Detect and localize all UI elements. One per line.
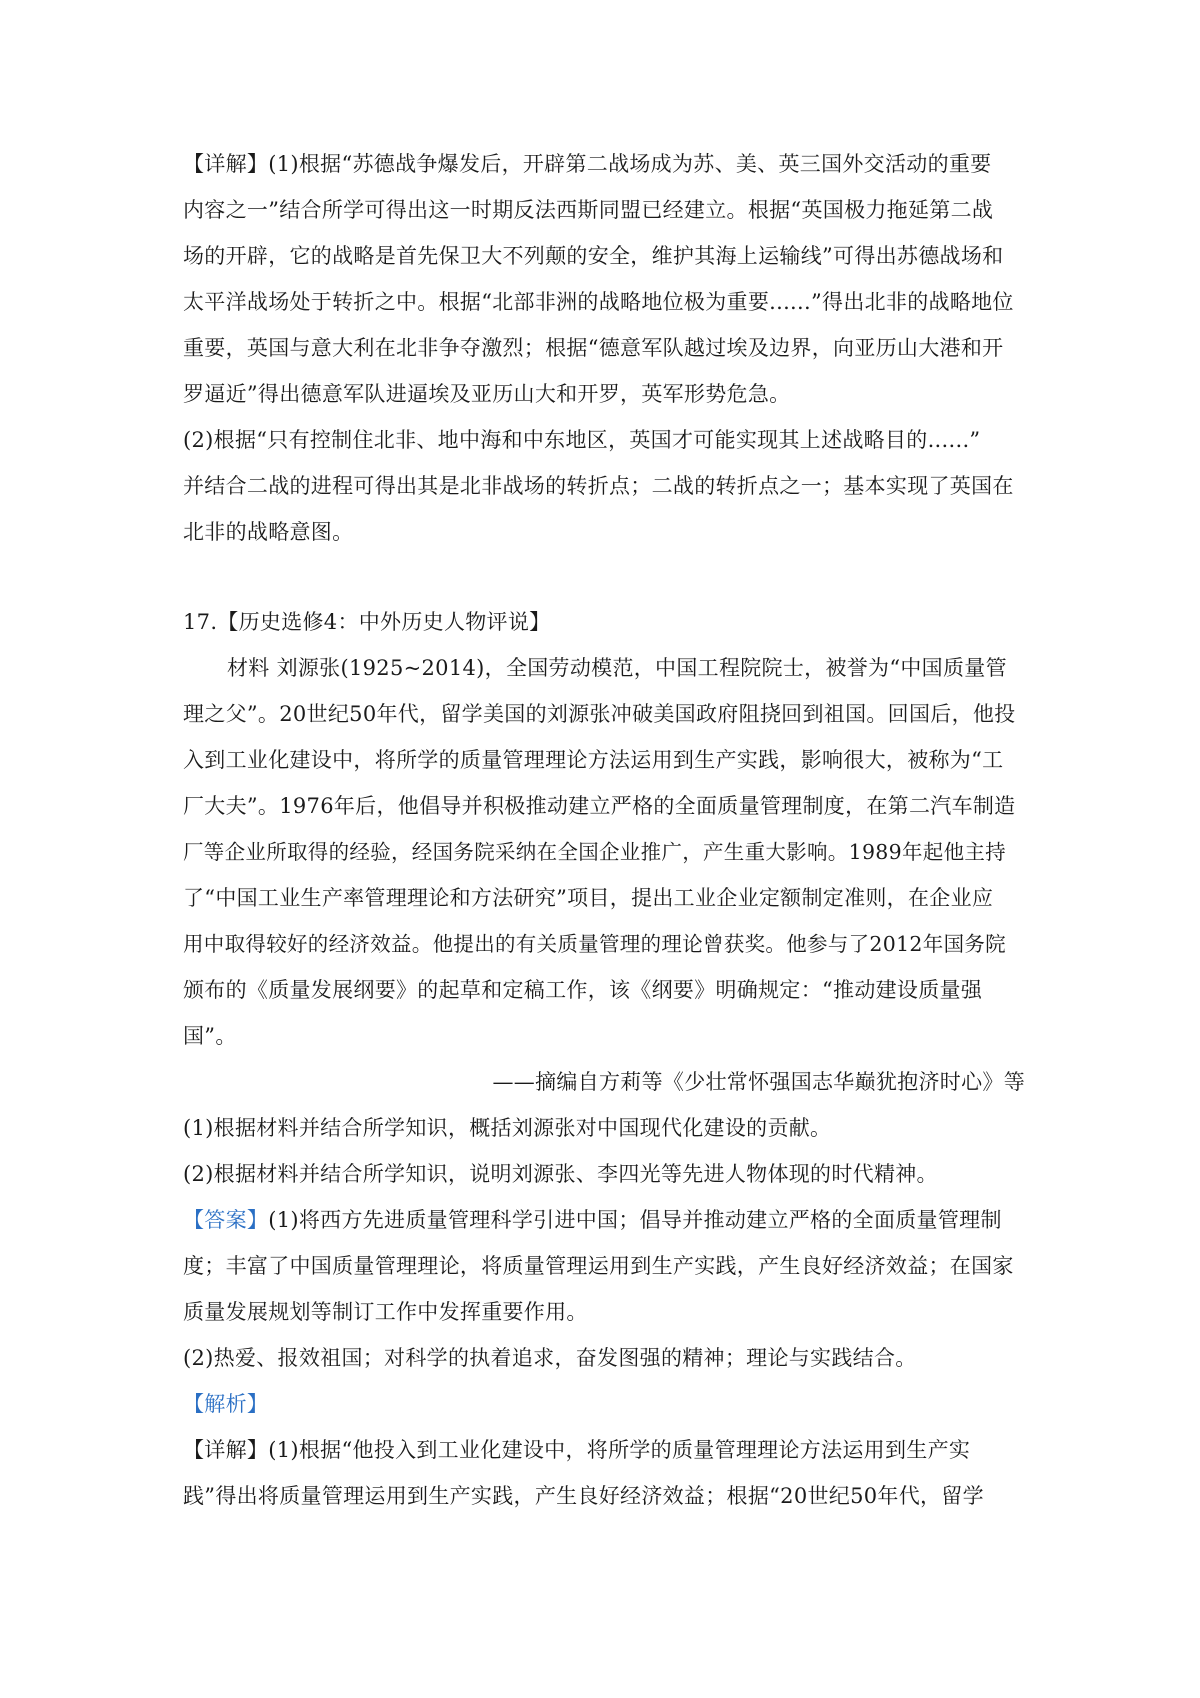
material-line: 了“中国工业生产率管理理论和方法研究”项目，提出工业企业定额制定准则，在企业应 — [183, 886, 994, 910]
material-line: 颁布的《质量发展纲要》的起草和定稿工作，该《纲要》明确规定：“推动建设质量强 — [183, 978, 983, 1002]
material-line: 国”。 — [183, 1024, 237, 1048]
answer-label: 【答案】 — [183, 1208, 269, 1232]
detail-line: 【详解】(1)根据“苏德战争爆发后，开辟第二战场成为苏、美、英三国外交活动的重要 — [183, 152, 992, 176]
sub-question-1: (1)根据材料并结合所学知识，概括刘源张对中国现代化建设的贡献。 — [183, 1116, 832, 1140]
answer-line: 度；丰富了中国质量管理理论，将质量管理运用到生产实践，产生良好经济效益；在国家 — [183, 1254, 1014, 1278]
material-line: 材料 刘源张(1925~2014)，全国劳动模范，中国工程院院士，被誉为“中国质量管 — [227, 656, 1007, 680]
detail-line: (2)根据“只有控制住北非、地中海和中东地区，英国才可能实现其上述战略目的......” — [183, 428, 981, 452]
answer-line: (2)热爱、报效祖国；对科学的执着追求，奋发图强的精神；理论与实践结合。 — [183, 1346, 917, 1370]
detail-line: 场的开辟，它的战略是首先保卫大不列颠的安全，维护其海上运输线”可得出苏德战场和 — [183, 244, 1004, 268]
material-line: 厂大夫”。1976年后，他倡导并积极推动建立严格的全面质量管理制度，在第二汽车制造 — [183, 794, 1016, 818]
material-line: 厂等企业所取得的经验，经国务院采纳在全国企业推广，产生重大影响。1989年起他主持 — [183, 840, 1006, 864]
material-line: 理之父”。20世纪50年代，留学美国的刘源张冲破美国政府阻挠回到祖国。回国后，他投 — [183, 702, 1016, 726]
detail-line: 【详解】(1)根据“他投入到工业化建设中，将所学的质量管理理论方法运用到生产实 — [183, 1438, 971, 1462]
material-line: 入到工业化建设中，将所学的质量管理理论方法运用到生产实践，影响很大，被称为“工 — [183, 748, 1004, 772]
answer-line: 质量发展规划等制订工作中发挥重要作用。 — [183, 1300, 588, 1324]
question-title: 17.【历史选修4：中外历史人物评说】 — [183, 610, 551, 634]
detail-line: 北非的战略意图。 — [183, 520, 354, 544]
detail-line: 内容之一”结合所学可得出这一时期反法西斯同盟已经建立。根据“英国极力拖延第二战 — [183, 198, 994, 222]
detail-line: 罗逼近”得出德意军队进逼埃及亚历山大和开罗，英军形势危急。 — [183, 382, 791, 406]
answer-text: (1)将西方先进质量管理科学引进中国；倡导并推动建立严格的全面质量管理制 — [268, 1208, 1002, 1232]
detail-line: 重要，英国与意大利在北非争夺激烈；根据“德意军队越过埃及边界，向亚历山大港和开 — [183, 336, 1004, 360]
detail-line: 并结合二战的进程可得出其是北非战场的转折点；二战的转折点之一；基本实现了英国在 — [183, 474, 1014, 498]
sub-question-2: (2)根据材料并结合所学知识，说明刘源张、李四光等先进人物体现的时代精神。 — [183, 1162, 938, 1186]
answer-line — [183, 1204, 1002, 1236]
detail-line: 太平洋战场处于转折之中。根据“北部非洲的战略地位极为重要......”得出北非的战略地位 — [183, 290, 1014, 314]
material-line: 用中取得较好的经济效益。他提出的有关质量管理的理论曾获奖。他参与了2012年国务院 — [183, 932, 1006, 956]
detail-line: 践”得出将质量管理运用到生产实践，产生良好经济效益；根据“20世纪50年代，留学 — [183, 1484, 984, 1508]
analysis-label: 【解析】 — [183, 1392, 269, 1416]
material-source: ——摘编自方莉等《少壮常怀强国志华巅犹抱济时心》等 — [492, 1070, 1025, 1094]
